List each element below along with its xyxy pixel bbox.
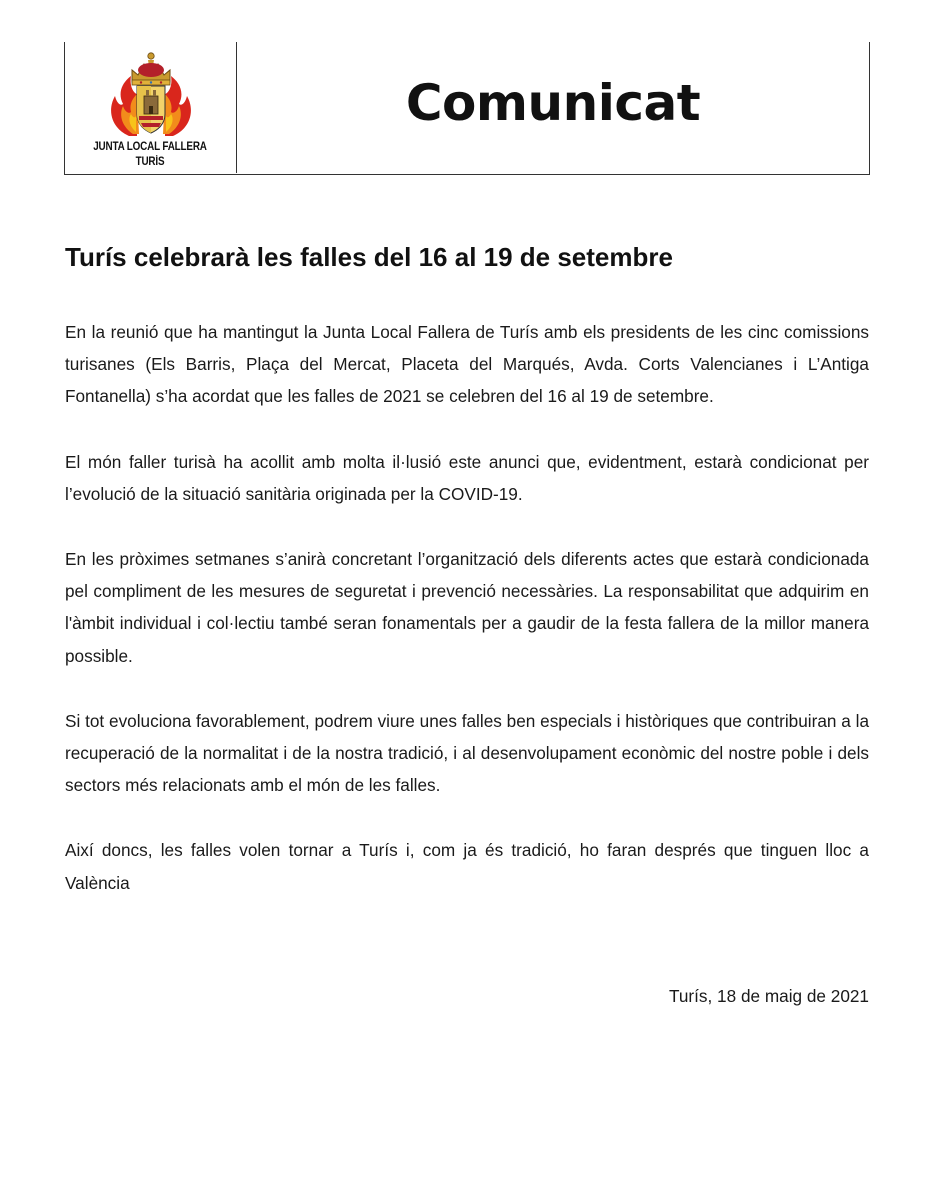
document-title: Comunicat xyxy=(405,74,701,132)
headline: Turís celebrarà les falles del 16 al 19 de setembre xyxy=(65,242,673,272)
paragraph-2: El món faller turisà ha acollit amb molta il·lusió este anunci que, evidentment, estarà condicionat per l’evolució de la situació sanitària originada per la COVID-19. xyxy=(65,451,869,504)
logo-cell xyxy=(65,42,237,173)
coat-of-arms-flames-logo xyxy=(101,44,201,142)
logo-text-line2: TURÍS xyxy=(135,156,165,168)
paragraph-4: Si tot evoluciona favorablement, podrem viure unes falles ben especials i històriques que contribuiran a la recuperació de la normalitat i de la nostra tradició, i al desenvolupament econòmic del nostre poble i dels sectors més relacionats amb el món de les falles. xyxy=(65,710,869,796)
paragraph-3: En les pròximes setmanes s’anirà concretant l’organització dels diferents actes que estarà condicionada pel compliment de les mesures de seguretat i prevenció necessàries. La responsabilitat que adquirim en l'àmbit individual i col·lectiu també seran fonamentals per a gaudir de la festa fallera de la millor manera possible. xyxy=(65,549,869,666)
paragraph-1: En la reunió que ha mantingut la Junta Local Fallera de Turís amb els presidents de les cinc comissions turisanes (Els Barris, Plaça del Mercat, Placeta del Marqués, Avda. Corts Valencianes i L’Antiga Fontanella) s’ha acordat que les falles de 2021 se celebren del 16 al 19 de setembre. xyxy=(65,322,869,407)
signature-date: Turís, 18 de maig de 2021 xyxy=(668,986,869,1006)
body-text xyxy=(65,316,869,932)
header-box xyxy=(64,42,870,175)
paragraph-5: Així doncs, les falles volen tornar a Turís i, com ja és tradició, ho faran després que tinguen lloc a València xyxy=(65,840,869,893)
logo-text-line1: JUNTA LOCAL FALLERA xyxy=(93,141,207,153)
